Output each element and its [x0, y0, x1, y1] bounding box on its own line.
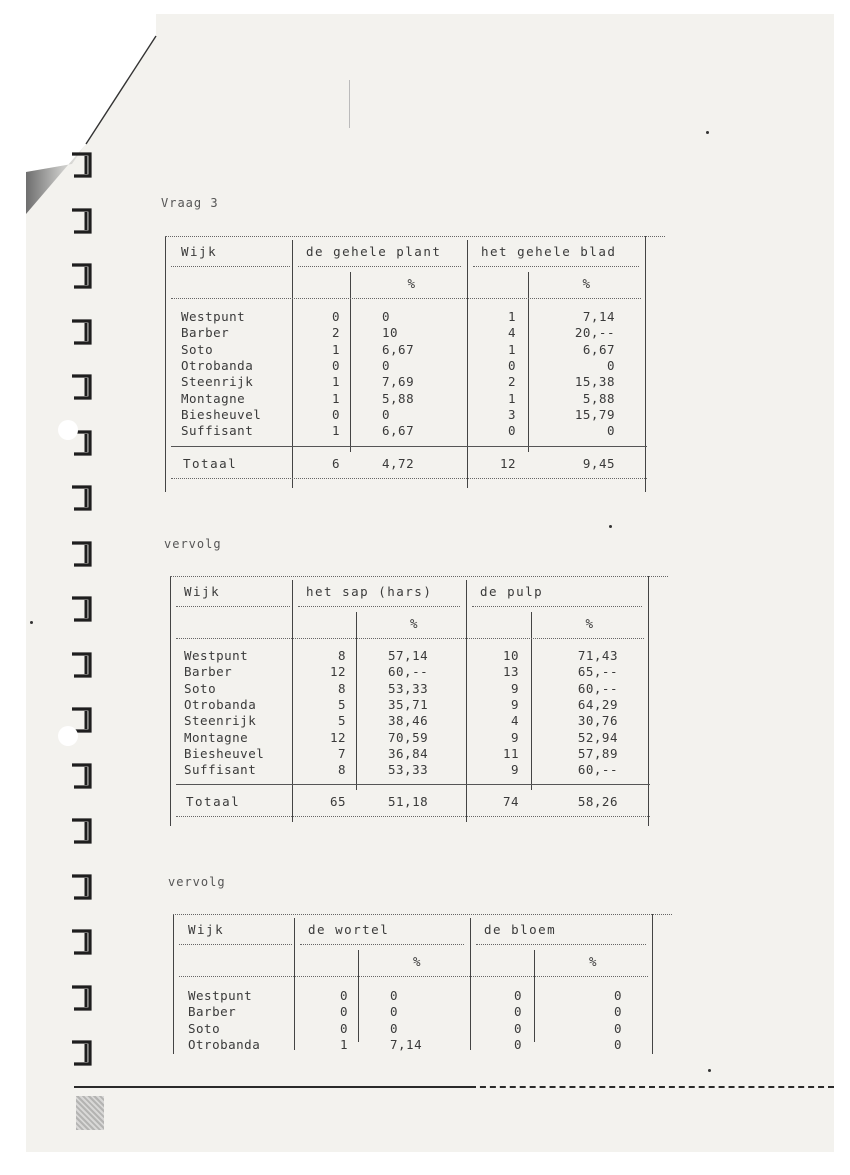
row-count-1: 0 — [331, 357, 340, 373]
row-pct-2: 60,-- — [577, 762, 618, 778]
table-bottom-rule — [171, 478, 647, 479]
header-rule — [298, 606, 460, 607]
footer-rule-dashed — [470, 1086, 834, 1088]
binder-ring — [68, 761, 96, 789]
header-group2: de pulp — [480, 584, 544, 599]
row-pct-1: 35,71 — [388, 696, 429, 712]
row-pct-1: 7,14 — [390, 1036, 423, 1052]
row-count-1: 0 — [339, 988, 348, 1003]
row-count-2: 4 — [510, 713, 519, 729]
row-count-2: 9 — [510, 762, 519, 778]
row-count-2: 0 — [513, 1004, 522, 1020]
row-wijk: Westpunt — [184, 648, 249, 663]
subheader-rule — [179, 976, 648, 977]
row-pct-1: 53,33 — [388, 680, 429, 696]
sub-divider — [350, 272, 351, 452]
row-pct-2: 0 — [613, 988, 622, 1003]
row-count-2: 11 — [502, 745, 519, 761]
row-wijk: Westpunt — [181, 309, 246, 324]
header-rule — [476, 944, 646, 945]
speck — [708, 1069, 711, 1072]
row-count-2: 0 — [513, 988, 522, 1003]
total-label: Totaal — [183, 456, 238, 471]
pct-header-1: % — [413, 954, 422, 969]
row-pct-2: 15,38 — [574, 374, 615, 390]
row-wijk: Barber — [184, 664, 233, 680]
row-wijk: Steenrijk — [184, 713, 257, 729]
speck — [609, 525, 612, 528]
row-pct-1: 0 — [390, 988, 399, 1003]
header-wijk: Wijk — [188, 922, 225, 937]
row-pct-1: 57,14 — [388, 648, 429, 663]
speck — [706, 131, 709, 134]
row-pct-1: 6,67 — [382, 423, 415, 439]
row-count-1: 1 — [331, 423, 340, 439]
row-count-2: 1 — [507, 341, 516, 357]
total-count-1: 6 — [331, 456, 340, 471]
binder-ring — [68, 1038, 96, 1066]
row-count-1: 1 — [331, 390, 340, 406]
row-count-2: 1 — [507, 309, 516, 324]
row-pct-2: 57,89 — [577, 745, 618, 761]
row-count-2: 2 — [507, 374, 516, 390]
table-bottom-rule — [176, 816, 650, 817]
binder-ring — [68, 317, 96, 345]
row-wijk: Otrobanda — [188, 1036, 261, 1052]
header-rule — [473, 266, 639, 267]
row-count-1: 1 — [339, 1036, 348, 1052]
header-rule — [298, 266, 461, 267]
binder-ring — [68, 816, 96, 844]
total-pct-1: 51,18 — [388, 794, 429, 809]
row-count-1: 7 — [337, 745, 346, 761]
row-wijk: Barber — [188, 1004, 237, 1020]
binder-ring — [68, 594, 96, 622]
row-count-1: 5 — [337, 696, 346, 712]
row-pct-2: 0 — [606, 423, 615, 439]
table-top-rule — [165, 236, 665, 237]
binder-ring — [68, 372, 96, 400]
col-divider — [292, 580, 293, 822]
header-rule — [300, 944, 464, 945]
row-count-1: 12 — [329, 729, 346, 745]
row-count-2: 9 — [510, 729, 519, 745]
row-count-1: 0 — [339, 1020, 348, 1036]
total-rule — [171, 446, 647, 447]
row-wijk: Biesheuvel — [181, 406, 262, 422]
row-count-1: 8 — [337, 648, 346, 663]
footer-rule — [74, 1086, 474, 1088]
total-pct-2: 9,45 — [582, 456, 615, 471]
col-divider — [470, 918, 471, 1050]
row-wijk: Westpunt — [188, 988, 253, 1003]
row-count-2: 0 — [507, 423, 516, 439]
row-count-1: 8 — [337, 680, 346, 696]
row-pct-1: 38,46 — [388, 713, 429, 729]
row-count-1: 5 — [337, 713, 346, 729]
subheader-rule — [176, 638, 644, 639]
row-count-2: 3 — [507, 406, 516, 422]
row-count-2: 1 — [507, 390, 516, 406]
row-wijk: Steenrijk — [181, 374, 254, 390]
table-right-border — [648, 576, 649, 826]
row-pct-2: 60,-- — [577, 680, 618, 696]
row-pct-1: 36,84 — [388, 745, 429, 761]
row-pct-2: 0 — [606, 357, 615, 373]
table-left-border — [165, 236, 166, 492]
row-pct-1: 10 — [382, 325, 399, 341]
row-count-1: 8 — [337, 762, 346, 778]
row-count-1: 12 — [329, 664, 346, 680]
table-left-border — [173, 914, 174, 1054]
row-count-2: 9 — [510, 680, 519, 696]
binder-ring — [68, 206, 96, 234]
binder-ring — [68, 927, 96, 955]
row-count-2: 9 — [510, 696, 519, 712]
row-count-2: 10 — [502, 648, 519, 663]
row-wijk: Otrobanda — [184, 696, 257, 712]
table-right-border — [645, 236, 646, 492]
row-wijk: Montagne — [184, 729, 249, 745]
row-count-2: 0 — [507, 357, 516, 373]
total-pct-1: 4,72 — [382, 456, 415, 471]
row-pct-1: 0 — [390, 1020, 399, 1036]
row-count-1: 0 — [331, 309, 340, 324]
binder-ring — [68, 983, 96, 1011]
faint-mark — [349, 80, 350, 128]
stamp-mark — [76, 1096, 104, 1130]
sub-divider — [358, 950, 359, 1042]
row-pct-2: 0 — [613, 1020, 622, 1036]
binder-ring — [68, 150, 96, 178]
row-pct-2: 7,14 — [582, 309, 615, 324]
pct-header-2: % — [589, 954, 598, 969]
row-pct-2: 52,94 — [577, 729, 618, 745]
header-group1: de gehele plant — [306, 244, 442, 259]
row-pct-2: 6,67 — [582, 341, 615, 357]
header-group2: het gehele blad — [481, 244, 617, 259]
row-wijk: Biesheuvel — [184, 745, 265, 761]
row-pct-1: 60,-- — [388, 664, 429, 680]
row-pct-2: 0 — [613, 1004, 622, 1020]
row-pct-2: 71,43 — [577, 648, 618, 663]
col-divider — [292, 240, 293, 488]
header-rule — [176, 606, 290, 607]
row-pct-1: 0 — [390, 1004, 399, 1020]
row-count-1: 2 — [331, 325, 340, 341]
row-wijk: Otrobanda — [181, 357, 254, 373]
row-pct-1: 5,88 — [382, 390, 415, 406]
row-pct-2: 64,29 — [577, 696, 618, 712]
row-pct-1: 6,67 — [382, 341, 415, 357]
row-pct-1: 70,59 — [388, 729, 429, 745]
row-count-2: 0 — [513, 1020, 522, 1036]
row-wijk: Barber — [181, 325, 230, 341]
row-pct-2: 30,76 — [577, 713, 618, 729]
document-page — [26, 14, 834, 1152]
row-pct-2: 15,79 — [574, 406, 615, 422]
total-count-2: 12 — [499, 456, 516, 471]
header-rule — [171, 266, 290, 267]
total-count-2: 74 — [502, 794, 519, 809]
binder-ring — [68, 483, 96, 511]
row-pct-1: 0 — [382, 309, 391, 324]
row-pct-1: 53,33 — [388, 762, 429, 778]
punch-hole — [58, 726, 78, 746]
section-title: vervolg — [164, 537, 222, 551]
header-group1: de wortel — [308, 922, 390, 937]
table-top-rule — [173, 914, 672, 915]
header-group2: de bloem — [484, 922, 557, 937]
pct-header-1: % — [407, 276, 416, 291]
row-wijk: Suffisant — [184, 762, 257, 778]
row-wijk: Soto — [184, 680, 217, 696]
col-divider — [467, 240, 468, 488]
header-wijk: Wijk — [181, 244, 218, 259]
row-pct-2: 5,88 — [582, 390, 615, 406]
col-divider — [466, 580, 467, 822]
row-pct-1: 0 — [382, 357, 391, 373]
row-count-1: 1 — [331, 374, 340, 390]
table-left-border — [170, 576, 171, 826]
header-rule — [179, 944, 292, 945]
section-title: Vraag 3 — [161, 196, 219, 210]
row-count-1: 0 — [331, 406, 340, 422]
total-count-1: 65 — [329, 794, 346, 809]
pct-header-1: % — [410, 616, 419, 631]
total-rule — [176, 784, 650, 785]
punch-hole — [58, 420, 78, 440]
table-right-border — [652, 914, 653, 1054]
binder-ring — [68, 539, 96, 567]
binder-ring — [68, 872, 96, 900]
header-group1: het sap (hars) — [306, 584, 433, 599]
pct-header-2: % — [582, 276, 591, 291]
binder-rings — [68, 150, 100, 1070]
row-count-1: 0 — [339, 1004, 348, 1020]
row-pct-2: 0 — [613, 1036, 622, 1052]
col-divider — [294, 918, 295, 1050]
row-pct-2: 20,-- — [574, 325, 615, 341]
section-title: vervolg — [168, 875, 226, 889]
pct-header-2: % — [585, 616, 594, 631]
table-top-rule — [170, 576, 668, 577]
row-wijk: Suffisant — [181, 423, 254, 439]
binder-ring — [68, 650, 96, 678]
total-pct-2: 58,26 — [577, 794, 618, 809]
row-wijk: Montagne — [181, 390, 246, 406]
subheader-rule — [171, 298, 641, 299]
total-label: Totaal — [186, 794, 241, 809]
row-count-1: 1 — [331, 341, 340, 357]
row-pct-2: 65,-- — [577, 664, 618, 680]
row-wijk: Soto — [188, 1020, 221, 1036]
row-pct-1: 0 — [382, 406, 391, 422]
header-rule — [472, 606, 642, 607]
header-wijk: Wijk — [184, 584, 221, 599]
row-pct-1: 7,69 — [382, 374, 415, 390]
binder-ring — [68, 261, 96, 289]
row-count-2: 4 — [507, 325, 516, 341]
row-count-2: 13 — [502, 664, 519, 680]
row-wijk: Soto — [181, 341, 214, 357]
speck — [30, 621, 33, 624]
row-count-2: 0 — [513, 1036, 522, 1052]
